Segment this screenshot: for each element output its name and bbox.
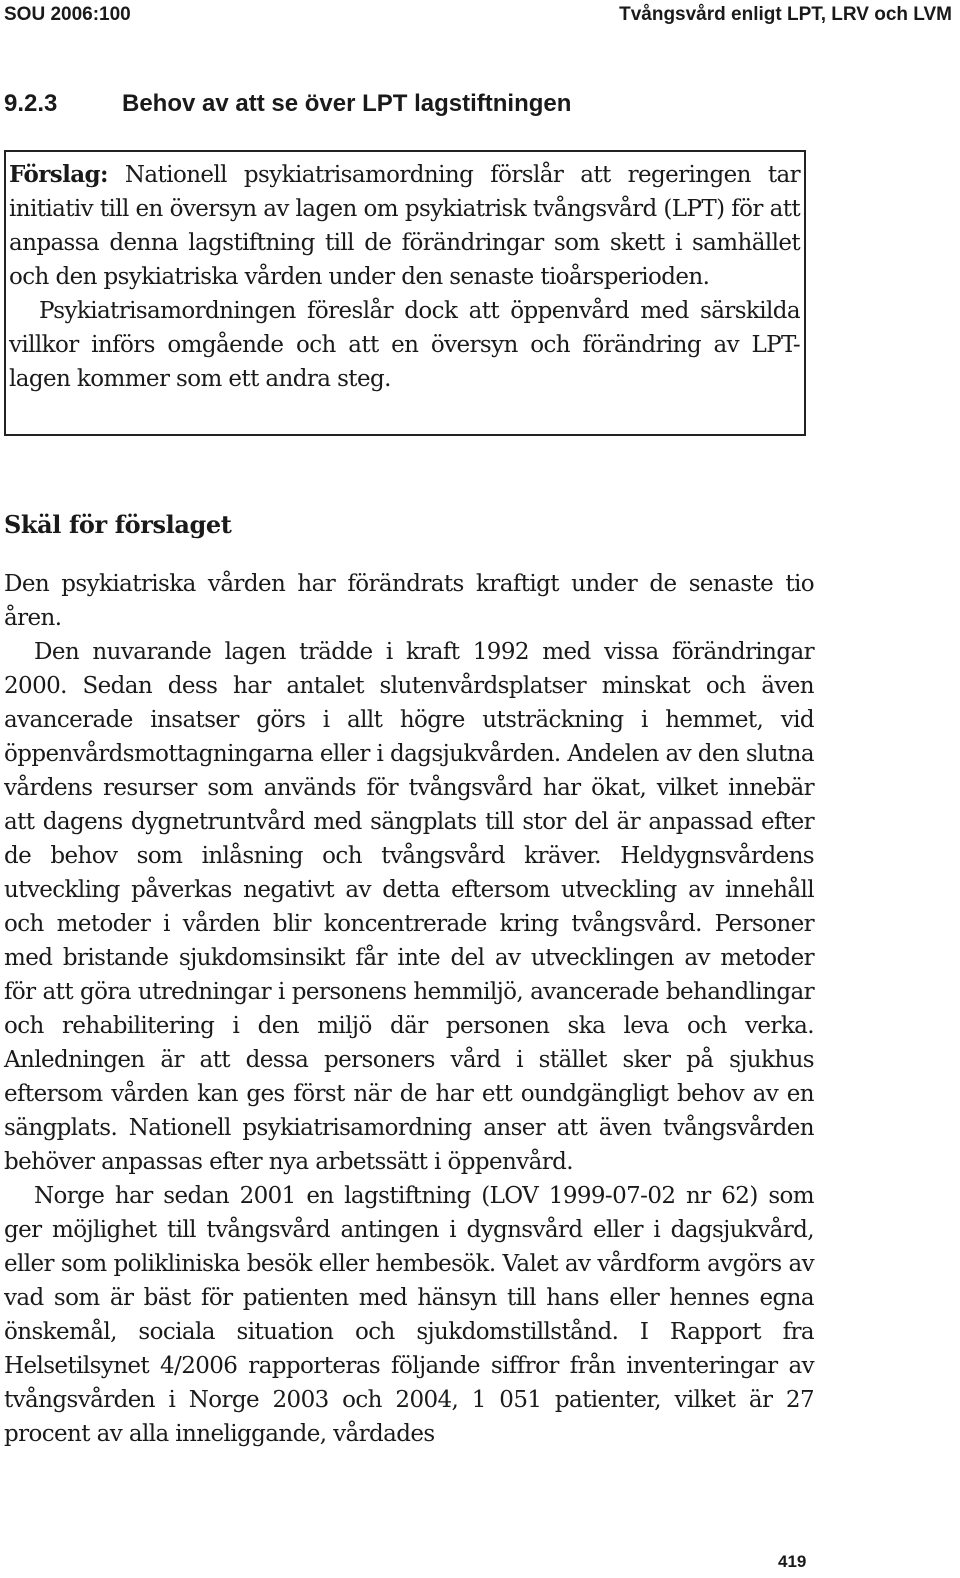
- body-paragraph: Norge har sedan 2001 en lagstiftning (LOV 1999-07-02 nr 62) som ger möjlighet till tvångsvård antingen i dygnsvård eller i dagsjukvård, eller som polikliniska besök eller hembesök. Valet av vårdform avgörs av vad som är bäst för patienten med hänsyn till hans eller hennes egna önskemål, sociala situation och sjukdomstillstånd. I Rapport fra Helsetilsynet 4/2006 rapporteras följande siffror från inventeringar av tvångsvården i Norge 2003 och 2004, 1 051 patienter, vilket är 27 procent av alla inneliggande, vårdades: [4, 1183, 814, 1447]
- proposal-label: Förslag:: [9, 161, 108, 188]
- proposal-box: [4, 150, 806, 436]
- proposal-paragraph: [9, 158, 800, 294]
- body-paragraph: Den nuvarande lagen trädde i kraft 1992 med vissa förändringar 2000. Sedan dess har antalet slutenvårdsplatser minskat och även avancerade insatser görs i allt högre utsträckning i hemmet, vid öppenvårdsmottagningarna eller i dagsjukvården. Andelen av den slutna vårdens resurser som används för tvångsvård har ökat, vilket innebär att dagens dygnetruntvård med sängplats till stor del är anpassad efter de behov som inlåsning och tvångsvård kräver. Heldygnsvårdens utveckling påverkas negativt av detta eftersom utveckling av innehåll och metoder i vården blir koncentrerade kring tvångsvård. Personer med bristande sjukdomsinsikt får inte del av utvecklingen av metoder för att göra utredningar i personens hemmiljö, avancerade behandlingar och rehabilitering i den miljö där personen ska leva och verka. Anledningen är att dessa personers vård i stället sker på sjukhus eftersom vården kan ges först när de har ett oundgängligt behov av en sängplats. Nationell psykiatrisamordning anser att även tvångsvården behöver anpassas efter nya arbetssätt i öppenvård.: [4, 639, 814, 1175]
- proposal-text: Nationell psykiatrisamordning förslår att regeringen tar initiativ till en översyn av lagen om psykiatrisk tvångsvård (LPT) för att anpassa denna lagstiftning till de förändringar som skett i samhället och den psykiatriska vården under den senaste tioårsperioden.: [9, 162, 800, 290]
- proposal-paragraph-2: Psykiatrisamordningen föreslår dock att öppenvård med särskilda villkor införs omgående och att en översyn och förändring av LPT-lagen kommer som ett andra steg.: [9, 298, 800, 392]
- section-number: 9.2.3: [4, 90, 58, 117]
- reasons-heading: Skäl för förslaget: [4, 510, 232, 539]
- body-text: [4, 567, 814, 1451]
- page-header: [4, 4, 952, 26]
- body-paragraph: Den psykiatriska vården har förändrats kraftigt under de senaste tio åren.: [4, 571, 814, 631]
- section-title: Behov av att se över LPT lagstiftningen: [122, 90, 572, 117]
- document-title: Tvångsvård enligt LPT, LRV och LVM: [619, 4, 952, 25]
- document-reference: SOU 2006:100: [4, 4, 131, 25]
- section-heading: [4, 90, 571, 118]
- page-number: 419: [778, 1552, 807, 1571]
